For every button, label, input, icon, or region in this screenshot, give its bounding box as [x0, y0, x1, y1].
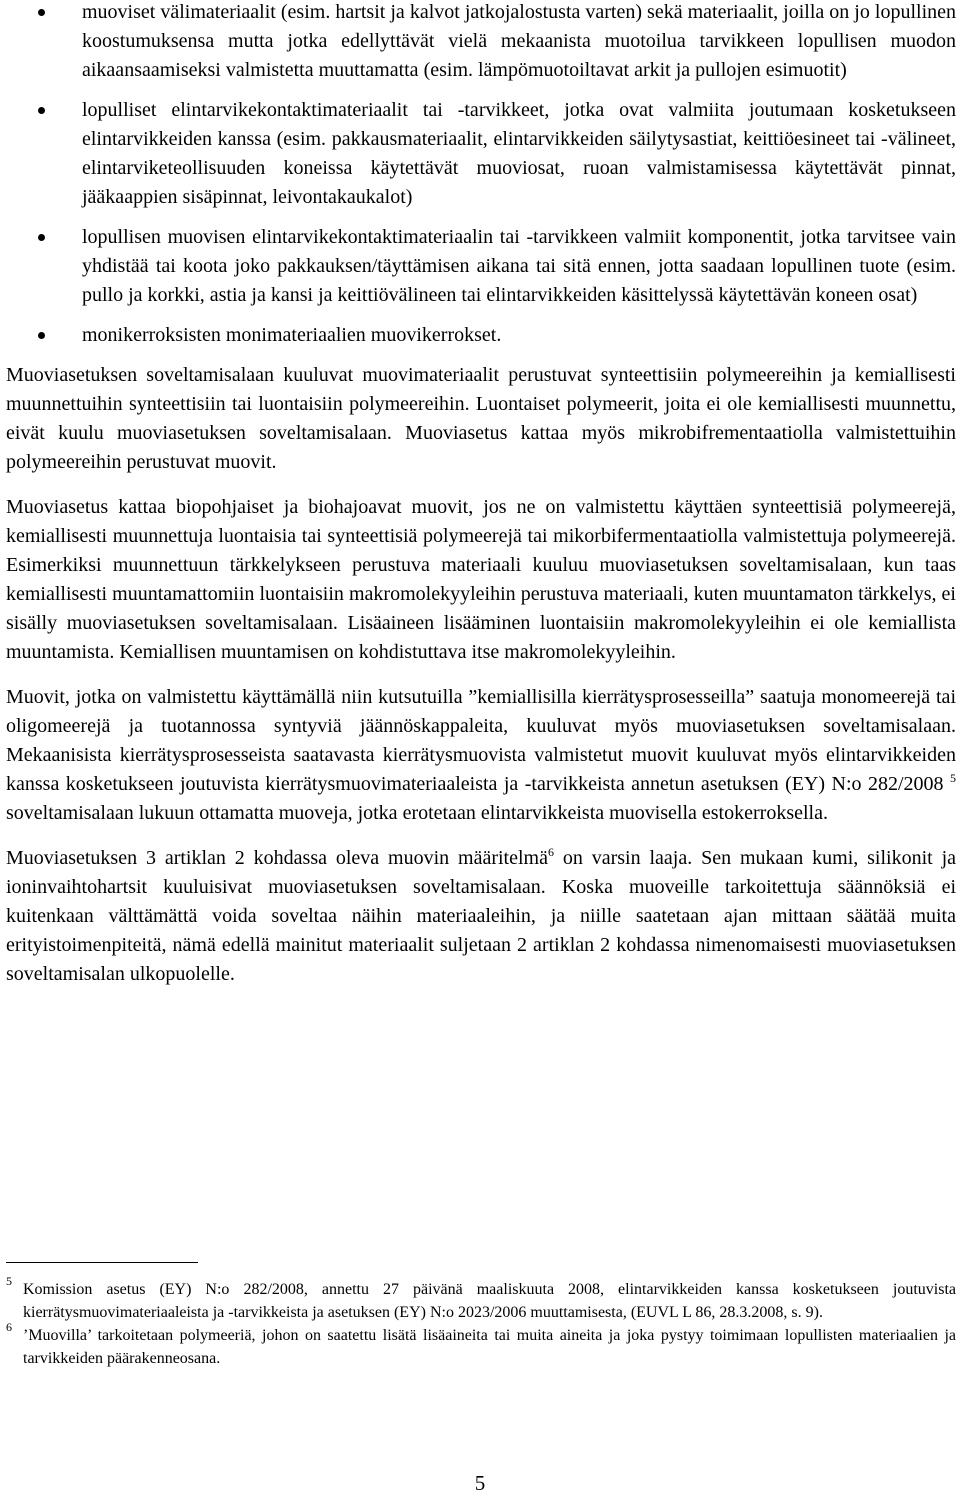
footnote-divider: [6, 1262, 198, 1263]
paragraph-biobased-plastics: [6, 493, 956, 667]
footnote-text: ’Muovilla’ tarkoitetaan polymeeriä, johon on saatettu lisätä lisäaineita tai muita aineita ja joka pystyy toimimaan lopullisten materiaalien ja tarvikkeiden päärakenneosana.: [23, 1327, 956, 1367]
footnote-reference[interactable]: 6: [547, 845, 554, 859]
paragraph-text: soveltamisalaan lukuun ottamatta muoveja, jotka erotetaan elintarvikkeista muovisella estokerroksella.: [6, 802, 828, 824]
paragraph-text: Muoviasetuksen 3 artiklan 2 kohdassa oleva muovin määritelmä: [6, 847, 548, 869]
paragraph-plastic-definition: [6, 844, 956, 989]
bullet-icon: [38, 107, 45, 114]
paragraph-scope-synthetic-polymers: [6, 361, 956, 477]
footnote-number: 6: [6, 1320, 12, 1334]
bullet-icon: [38, 234, 45, 241]
footnote: [6, 1320, 956, 1370]
bullet-list: [6, 0, 956, 350]
bullet-icon: [38, 9, 45, 16]
paragraph-text: on varsin laaja. Sen mukaan kumi, silikonit ja ioninvaihtohartsit kuuluisivat muoviasetuksen soveltamisalaan. Koska muoveille tarkoitettuja säännöksiä ei kuitenkaan välttämättä voida soveltaa näihin materiaaleihin, ja niille saatetaan ajan mittaan säätää muita erityistoimenpiteitä, nämä edellä mainitut materiaalit suljetaan 2 artiklan 2 kohdassa nimenomaisesti muoviasetuksen soveltamisalan ulkopuolelle.: [6, 847, 957, 985]
page-number: 5: [474, 1471, 486, 1495]
footnote-text: Komission asetus (EY) N:o 282/2008, annettu 27 päivänä maaliskuuta 2008, elintarvikkeiden kanssa kosketukseen joutuvista kierrätysmuovimateriaaleista ja -tarvikkeista ja asetuksen (EY) N:o 2023/2006 muuttamisesta, (EUVL L 86, 28.3.2008, s. 9).: [23, 1281, 956, 1321]
list-item: [6, 96, 956, 212]
list-item: [6, 223, 956, 310]
document-page: [6, 0, 957, 1367]
paragraph-chemical-recycling: [6, 683, 956, 828]
paragraph-text: Muoviasetus kattaa biopohjaiset ja biohajoavat muovit, jos ne on valmistettu käyttäen synteettisiä polymeerejä, kemiallisesti muunnettuja luontaisia tai synteettisiä polymeerejä tai mikorbifermentaatiolla valmistettuja polymeerejä. Esimerkiksi muunnettuun tärkkelykseen perustuva materiaali kuuluu muoviasetuksen soveltamisalaan, kun taas kemiallisesti muuntamattomiin luontaisiin makromolekyyleihin perustuva materiaali, kuten muuntamaton tärkkelys, ei sisälly muoviasetuksen soveltamisalaan. Lisäaineen lisääminen luontaisiin makromolekyyleihin ei ole kemiallista muuntamista. Kemiallisen muuntamisen on kohdistuttava itse makromolekyyleihin.: [6, 496, 956, 663]
list-item-text: monikerroksisten monimateriaalien muovikerrokset.: [82, 324, 502, 346]
footnote-number: 5: [6, 1274, 12, 1288]
list-item: [6, 321, 956, 350]
footnotes: [6, 1274, 956, 1370]
paragraph-text: Muovit, jotka on valmistettu käyttämällä niin kutsutuilla ”kemiallisilla kierrätysprosesseilla” saatuja monomeerejä tai oligomeerejä ja tuotannossa syntyviä jäännöskappaleita, kuuluvat myös muoviasetuksen soveltamisalaan. Mekaanisista kierrätysprosesseista saatavasta kierrätysmuovista valmistetut muovit kuuluvat myös elintarvikkeiden kanssa kosketukseen joutuvista kierrätysmuovimateriaaleista ja -tarvikkeista annetun asetuksen (EY) N:o 282/2008: [6, 686, 956, 795]
list-item-text: lopulliset elintarvikekontaktimateriaalit tai -tarvikkeet, jotka ovat valmiita joutumaan kosketukseen elintarvikkeiden kanssa (esim. pakkausmateriaalit, elintarvikkeiden säilytysastiat, keittiöesineet tai -välineet, elintarviketeollisuuden koneissa käytettävät muoviosat, ruoan valmistamisessa käytettävät pinnat, jääkaappien sisäpinnat, leivontakaukalot): [82, 99, 956, 208]
list-item-text: lopullisen muovisen elintarvikekontaktimateriaalin tai -tarvikkeen valmiit komponentit, jotka tarvitsee vain yhdistää tai koota joko pakkauksen/täyttämisen aikana tai sitä ennen, jotta saadaan lopullinen tuote (esim. pullo ja korkki, astia ja kansi ja keittiövälineen tai elintarvikkeiden käsittelyssä käytettävän koneen osat): [82, 226, 956, 306]
footnote-reference[interactable]: 5: [950, 771, 956, 785]
paragraph-text: Muoviasetuksen soveltamisalaan kuuluvat muovimateriaalit perustuvat synteettisiin polymeereihin ja kemiallisesti muunnettuihin synteettisiin tai luontaisiin polymeereihin. Luontaiset polymeerit, joita ei ole kemiallisesti muunnettu, eivät kuulu muoviasetuksen soveltamisalaan. Muoviasetus kattaa myös mikrobifrementaatiolla valmistettuihin polymeereihin perustuvat muovit.: [6, 364, 956, 473]
footnote: [6, 1274, 956, 1324]
list-item-text: muoviset välimateriaalit (esim. hartsit ja kalvot jatkojalostusta varten) sekä materiaalit, joilla on jo lopullinen koostumuksensa mutta jotka edellyttävät vielä mekaanista muotoilua tarvikkeen lopullisen muodon aikaansaamiseksi valmistetta muuttamatta (esim. lämpömuotoiltavat arkit ja pullojen esimuotit): [82, 1, 956, 81]
list-item: [6, 0, 956, 85]
bullet-icon: [38, 332, 45, 339]
